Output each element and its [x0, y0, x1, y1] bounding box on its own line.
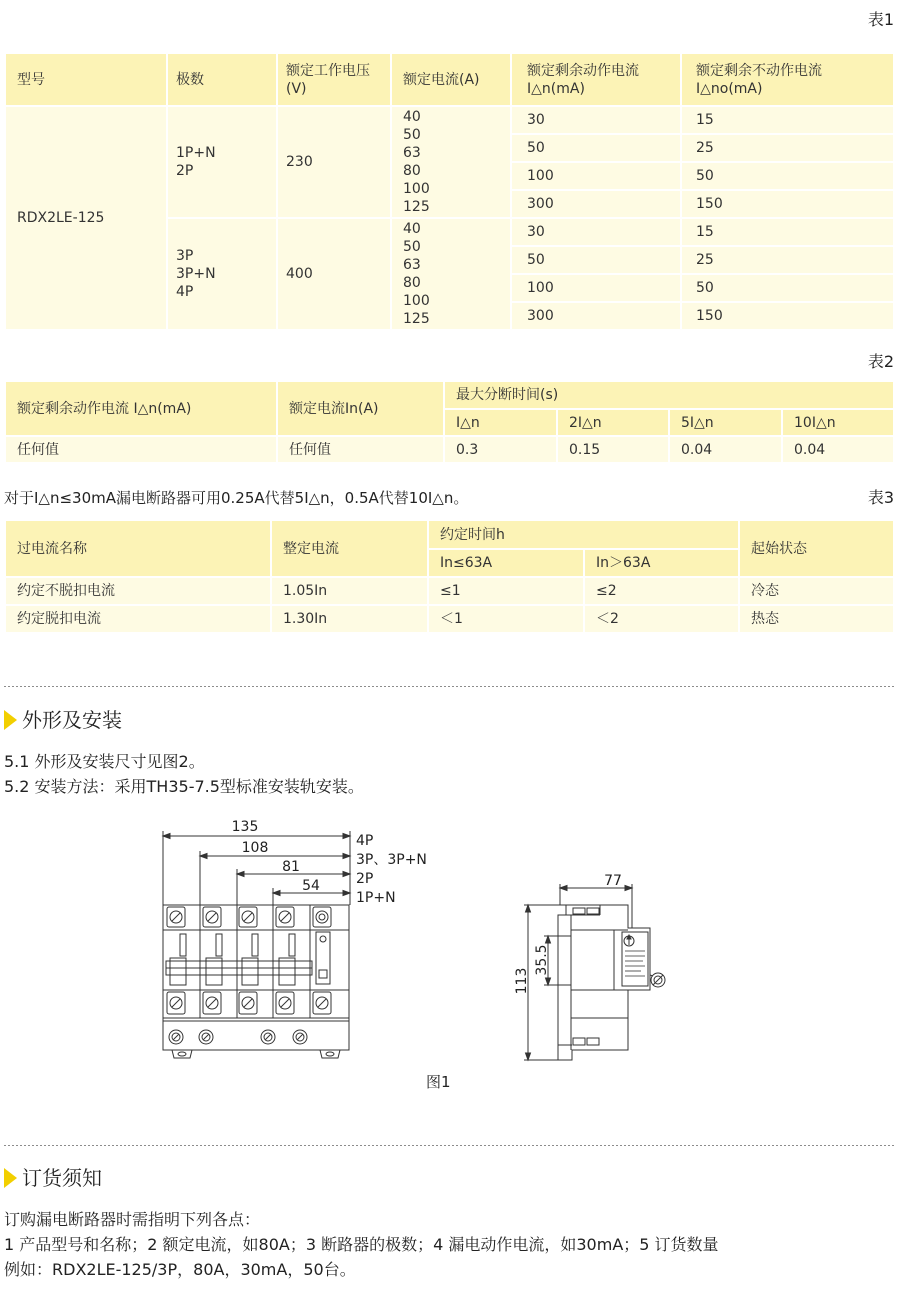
table-1-header-row	[5, 53, 894, 106]
header-poles: 极数	[167, 53, 277, 106]
section-heading-outline	[4, 708, 304, 732]
subheader-5x: 5I△n	[669, 409, 782, 436]
subheader-10x: 10I△n	[782, 409, 894, 436]
table-cell: ＜2	[584, 605, 739, 633]
operating-current-cell: 50	[511, 246, 681, 274]
dimension-label: 54	[302, 878, 320, 894]
dimension-label: 113	[514, 967, 530, 995]
triangle-bullet-icon	[4, 1168, 17, 1188]
rated-current-value: 125	[403, 311, 430, 327]
non-operating-current-cell: 150	[681, 190, 894, 218]
rated-current-value: 63	[403, 257, 421, 273]
pole-label: 4P	[356, 833, 374, 849]
header-max-break-time: 最大分断时间(s)	[444, 381, 894, 409]
non-operating-current-cell: 25	[681, 246, 894, 274]
leakage-module-terminals	[169, 1030, 307, 1044]
table-cell: 约定不脱扣电流	[5, 577, 271, 605]
header-residual-operating-current: 额定剩余动作电流 I△n(mA)	[5, 381, 277, 436]
rated-current-list	[391, 106, 511, 218]
dotted-divider	[4, 686, 895, 687]
dimension-label: 77	[604, 873, 622, 889]
front-view	[163, 831, 350, 1058]
top-terminal-row	[167, 907, 331, 927]
paragraph-line: 例如：RDX2LE-125/3P，80A，30mA，50台。	[4, 1260, 356, 1279]
table-cell: 1.05In	[271, 577, 428, 605]
pole-label: 3P、3P+N	[356, 852, 427, 868]
subheader-1x: I△n	[444, 409, 557, 436]
table-cell: 热态	[739, 605, 894, 633]
section-heading-ordering	[4, 1166, 304, 1190]
rated-current-value: 80	[403, 163, 421, 179]
voltage-cell: 230	[277, 106, 391, 218]
table-3	[4, 519, 895, 634]
table-cell: 冷态	[739, 577, 894, 605]
header-rated-current: 额定电流In(A)	[277, 381, 444, 436]
non-operating-current-cell: 15	[681, 218, 894, 246]
table-row	[5, 436, 894, 463]
model-cell: RDX2LE-125	[5, 106, 167, 330]
table-cell: 0.3	[444, 436, 557, 463]
dimension-label: 81	[282, 859, 300, 875]
operating-current-cell: 300	[511, 302, 681, 330]
header-residual-operating-current: 额定剩余动作电流 I△n(mA)	[511, 53, 681, 106]
pole-label: 1P+N	[356, 890, 396, 906]
table-cell: 任何值	[5, 436, 277, 463]
pole-label: 2P	[356, 871, 374, 887]
rated-current-value: 100	[403, 181, 430, 197]
header-rated-voltage: 额定工作电压 (V)	[277, 53, 391, 106]
rated-current-value: 40	[403, 221, 421, 237]
table-1	[4, 52, 895, 331]
breaker-side-body	[558, 905, 650, 1060]
table-3-header-row	[5, 520, 894, 549]
table-cell: 任何值	[277, 436, 444, 463]
subheader-le-63a: In≤63A	[428, 549, 584, 577]
din-rail-clips	[172, 1050, 340, 1058]
header-overcurrent-name: 过电流名称	[5, 520, 271, 577]
subheader-gt-63a: In＞63A	[584, 549, 739, 577]
rated-current-value: 125	[403, 199, 430, 215]
header-setting-current: 整定电流	[271, 520, 428, 577]
header-model: 型号	[5, 53, 167, 106]
triangle-bullet-icon	[4, 710, 17, 730]
header-conventional-time: 约定时间h	[428, 520, 739, 549]
table-cell: ≤1	[428, 577, 584, 605]
poles-cell: 3P 3P+N 4P	[167, 218, 277, 330]
section-title: 外形及安装	[22, 708, 122, 732]
operating-current-cell: 30	[511, 218, 681, 246]
rated-current-value: 50	[403, 127, 421, 143]
rated-current-value: 40	[403, 109, 421, 125]
paragraph-line: 订购漏电断路器时需指明下列各点：	[4, 1210, 261, 1229]
section-title: 订货须知	[22, 1166, 102, 1190]
test-button	[316, 932, 330, 984]
poles-cell: 1P+N 2P	[167, 106, 277, 218]
table-cell: ≤2	[584, 577, 739, 605]
dimension-label: 108	[241, 840, 269, 856]
table-cell: 0.04	[782, 436, 894, 463]
header-initial-state: 起始状态	[739, 520, 894, 577]
non-operating-current-cell: 15	[681, 106, 894, 134]
operating-current-cell: 50	[511, 134, 681, 162]
non-operating-current-cell: 150	[681, 302, 894, 330]
table-cell: 0.15	[557, 436, 669, 463]
side-screw	[650, 973, 665, 987]
subheader-2x: 2I△n	[557, 409, 669, 436]
rated-current-value: 63	[403, 145, 421, 161]
dimension-label: 135	[231, 819, 259, 835]
dimension-label: 35.5	[534, 944, 550, 976]
rated-current-value: 80	[403, 275, 421, 291]
table-2	[4, 380, 895, 464]
dotted-divider	[4, 1145, 895, 1146]
paragraph-line: 5.2 安装方法：采用TH35-7.5型标准安装轨安装。	[4, 777, 364, 796]
table-row	[5, 577, 894, 605]
header-rated-current: 额定电流(A)	[391, 53, 511, 106]
operating-current-cell: 300	[511, 190, 681, 218]
table-cell: 0.04	[669, 436, 782, 463]
table-cell: 1.30In	[271, 605, 428, 633]
rated-current-value: 50	[403, 239, 421, 255]
figure-caption: 图1	[426, 1073, 451, 1091]
handle-bar	[166, 958, 312, 985]
table-1-label: 表1	[867, 10, 894, 29]
figure-1-drawing	[0, 800, 900, 1070]
rated-current-value: 100	[403, 293, 430, 309]
operating-current-cell: 100	[511, 274, 681, 302]
operating-current-cell: 100	[511, 162, 681, 190]
non-operating-current-cell: 50	[681, 274, 894, 302]
operating-current-cell: 30	[511, 106, 681, 134]
table-2-footnote: 对于I△n≤30mA漏电断路器可用0.25A代替5I△n，0.5A代替10I△n。	[4, 489, 469, 507]
table-cell: ＜1	[428, 605, 584, 633]
paragraph-line: 5.1 外形及安装尺寸见图2。	[4, 752, 205, 771]
paragraph-line: 1 产品型号和名称；2 额定电流，如80A；3 断路器的极数；4 漏电动作电流，如30mA；5 订货数量	[4, 1235, 719, 1254]
bottom-terminal-row	[167, 992, 331, 1014]
table-2-label: 表2	[867, 352, 894, 371]
non-operating-current-cell: 25	[681, 134, 894, 162]
voltage-cell: 400	[277, 218, 391, 330]
rating-label-plate	[622, 932, 648, 986]
header-residual-non-operating-current: 额定剩余不动作电流 I△no(mA)	[681, 53, 894, 106]
rated-current-list	[391, 218, 511, 330]
table-row	[5, 106, 894, 134]
non-operating-current-cell: 50	[681, 162, 894, 190]
table-row	[5, 605, 894, 633]
table-cell: 约定脱扣电流	[5, 605, 271, 633]
table-3-label: 表3	[867, 488, 894, 507]
table-2-header-row	[5, 381, 894, 409]
